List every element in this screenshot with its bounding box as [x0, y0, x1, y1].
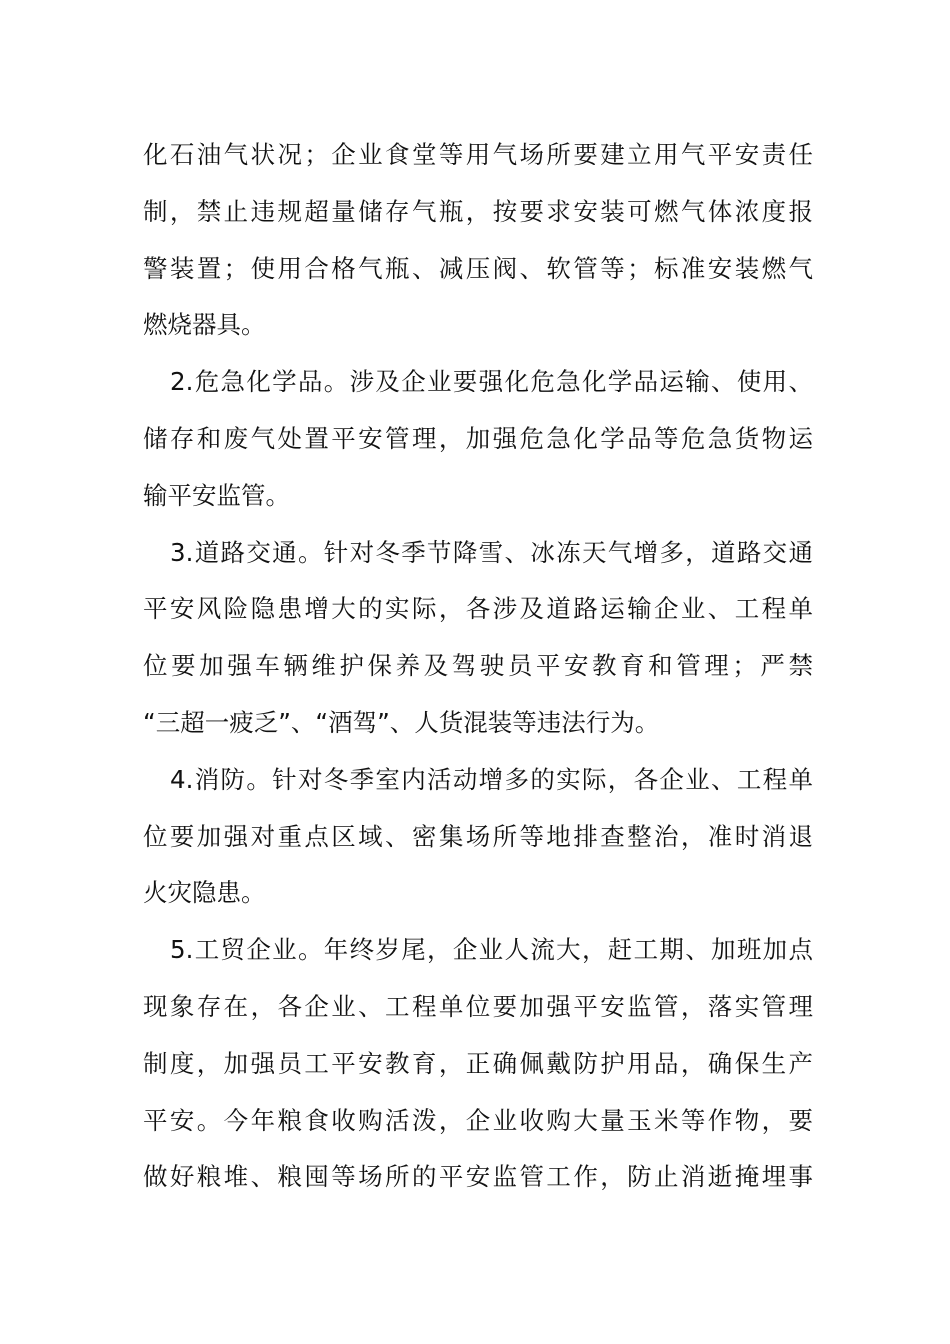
text-line: “三超一疲乏”、“酒驾”、人货混装等违法行为。	[143, 707, 660, 737]
text-line: 4.消防。针对冬季室内活动增多的实际，各企业、工程单	[170, 764, 813, 794]
text-line: 5.工贸企业。年终岁尾，企业人流大，赶工期、加班加点	[170, 935, 813, 965]
text-line: 2.危急化学品。涉及企业要强化危急化学品运输、使用、	[170, 367, 813, 397]
text-line: 做好粮堆、粮囤等场所的平安监管工作，防止消逝掩埋事	[143, 1162, 813, 1192]
text-line: 位要加强对重点区域、密集场所等地排查整治，准时消退	[143, 821, 813, 851]
text-line: 制，禁止违规超量储存气瓶，按要求安装可燃气体浓度报	[143, 196, 813, 226]
document-body	[143, 127, 813, 1206]
text-line: 储存和废气处置平安管理，加强危急化学品等危急货物运	[143, 423, 813, 453]
text-line: 化石油气状况；企业食堂等用气场所要建立用气平安责任	[143, 140, 813, 169]
text-line: 火灾隐患。	[143, 878, 266, 908]
text-line: 位要加强车辆维护保养及驾驶员平安教育和管理；严禁	[143, 651, 813, 681]
text-line: 制度，加强员工平安教育，正确佩戴防护用品，确保生产	[143, 1048, 813, 1078]
text-line: 警装置；使用合格气瓶、减压阀、软管等；标准安装燃气	[143, 253, 813, 283]
text-line: 燃烧器具。	[143, 310, 266, 340]
text-line: 现象存在，各企业、工程单位要加强平安监管，落实管理	[143, 991, 813, 1021]
text-line: 3.道路交通。针对冬季节降雪、冰冻天气增多，道路交通	[170, 537, 813, 567]
text-line: 平安风险隐患增大的实际，各涉及道路运输企业、工程单	[143, 594, 813, 624]
text-line: 平安。今年粮食收购活泼，企业收购大量玉米等作物，要	[143, 1105, 813, 1135]
text-line: 输平安监管。	[143, 480, 290, 510]
